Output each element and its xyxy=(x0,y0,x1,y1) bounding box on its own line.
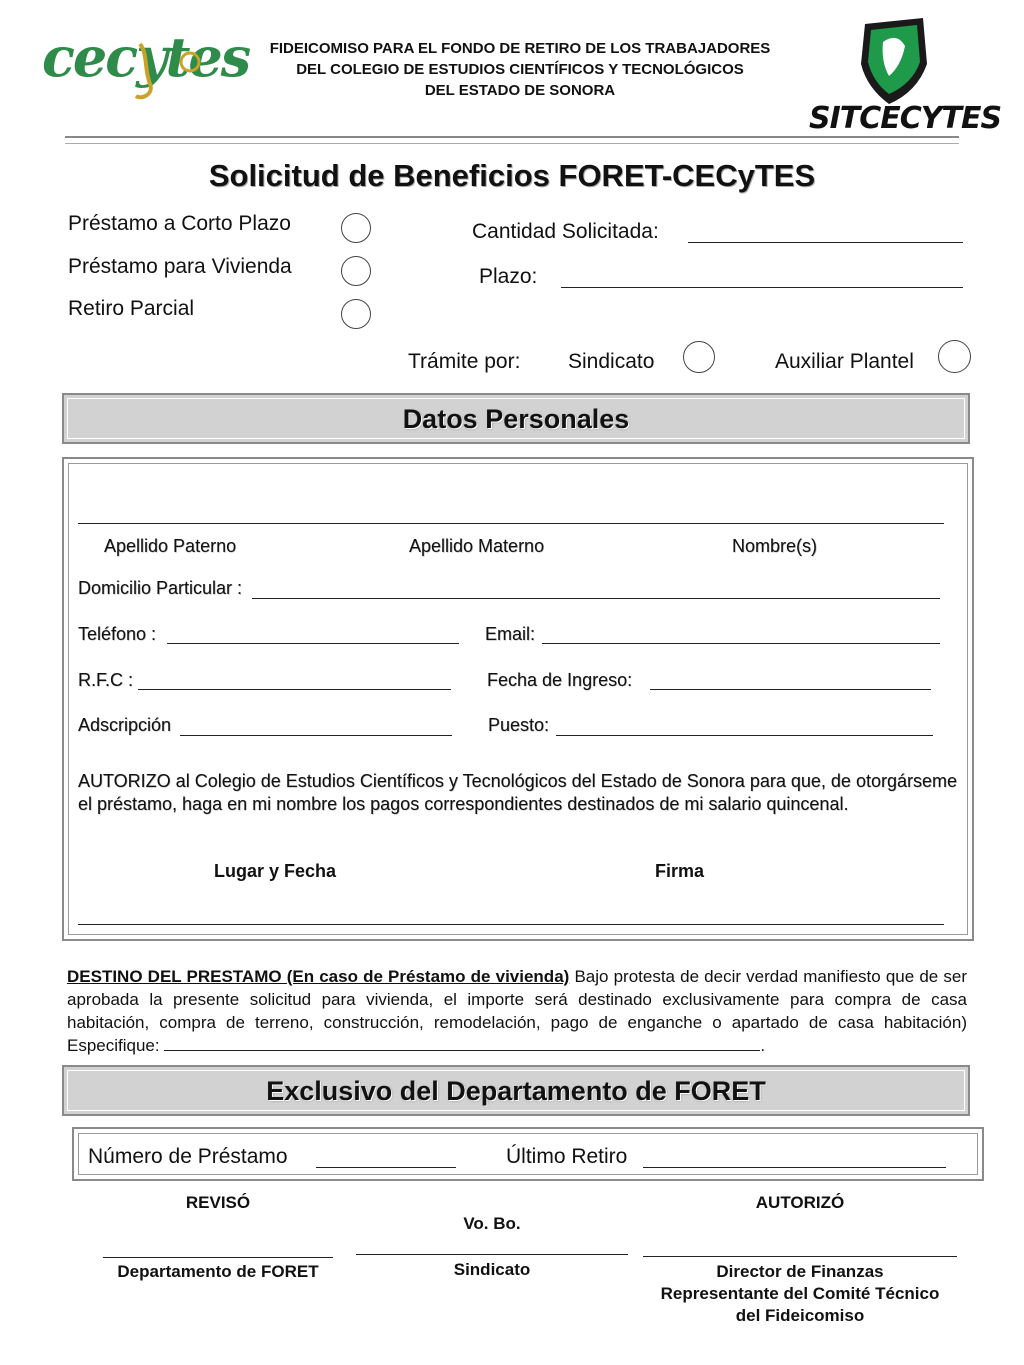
vobo-signature-line[interactable] xyxy=(356,1254,628,1255)
destination-text: Bajo protesta de decir verdad manifiesto que de ser aprobada la presente solicitud para vivienda, el importe será destinado exclusivamente para compra de casa habitación, compra de terreno, construcción, remodelación, pago de enganche o apartado de casa habitación) Especifique: xyxy=(67,967,967,1055)
procedure-auxiliary-label: Auxiliar Plantel xyxy=(775,350,914,373)
position-field[interactable] xyxy=(556,735,933,736)
last-withdrawal-field[interactable] xyxy=(643,1167,946,1168)
option-partial-label: Retiro Parcial xyxy=(68,297,195,320)
authorized-by-line-3: del Fideicomiso xyxy=(735,1306,865,1325)
email-field[interactable] xyxy=(542,643,940,644)
email-label: Email: xyxy=(485,624,536,644)
amount-field[interactable] xyxy=(688,242,963,243)
authorized-signature-line[interactable] xyxy=(643,1256,957,1257)
rfc-label: R.F.C : xyxy=(78,670,134,690)
header-line-1: FIDEICOMISO PARA EL FONDO DE RETIRO DE LOS TRABAJADORES xyxy=(269,40,771,57)
assignment-label: Adscripción xyxy=(78,715,172,735)
procedure-union-label: Sindicato xyxy=(568,350,655,373)
last-withdrawal-label: Último Retiro xyxy=(506,1145,628,1168)
reviewed-title: REVISÓ xyxy=(185,1193,251,1212)
rfc-field[interactable] xyxy=(138,689,451,690)
phone-field[interactable] xyxy=(167,643,459,644)
phone-label: Teléfono : xyxy=(78,624,157,644)
address-field[interactable] xyxy=(252,598,940,599)
procedure-label: Trámite por: xyxy=(408,350,521,373)
authorized-title: AUTORIZÓ xyxy=(755,1193,845,1212)
sitcecytes-logo-text: SITCECYTES xyxy=(809,101,1002,136)
procedure-auxiliary-radio[interactable] xyxy=(938,340,971,373)
signature-label: Firma xyxy=(655,861,705,881)
header-rule-bottom xyxy=(65,143,959,144)
position-label: Puesto: xyxy=(488,715,550,735)
procedure-union-radio[interactable] xyxy=(683,341,715,373)
foret-heading: Exclusivo del Departamento de FORET xyxy=(62,1065,970,1116)
term-field[interactable] xyxy=(561,287,963,288)
hire-date-label: Fecha de Ingreso: xyxy=(487,670,633,690)
authorization-text: AUTORIZO al Colegio de Estudios Científicos y Tecnológicos del Estado de Sonora para que, de otorgárseme el préstamo, haga en mi nombre los pagos correspondientes destinados de mi salario quincenal. xyxy=(78,771,957,814)
personal-data-heading: Datos Personales xyxy=(62,393,970,444)
full-name-field[interactable] xyxy=(78,523,944,524)
vobo-by: Sindicato xyxy=(453,1260,531,1279)
reviewed-signature-line[interactable] xyxy=(103,1257,333,1258)
loan-number-label: Número de Préstamo xyxy=(88,1145,288,1168)
hire-date-field[interactable] xyxy=(650,689,931,690)
header-line-2: DEL COLEGIO DE ESTUDIOS CIENTÍFICOS Y TECNOLÓGICOS xyxy=(296,61,744,78)
personal-data-box xyxy=(62,457,974,941)
option-short-term-radio[interactable] xyxy=(341,213,371,243)
authorized-by-line-1: Director de Finanzas xyxy=(716,1262,884,1281)
place-date-signature-line[interactable] xyxy=(78,924,944,925)
reviewed-by: Departamento de FORET xyxy=(117,1262,319,1281)
option-housing-label: Préstamo para Vivienda xyxy=(68,255,292,278)
maternal-surname-label: Apellido Materno xyxy=(409,536,545,556)
option-housing-radio[interactable] xyxy=(341,256,371,286)
cecytes-logo-text: cecytes xyxy=(42,25,250,89)
authorized-by-line-2: Representante del Comité Técnico xyxy=(660,1284,940,1303)
assignment-field[interactable] xyxy=(180,735,452,736)
paternal-surname-label: Apellido Paterno xyxy=(104,536,237,556)
vobo-title: Vo. Bo. xyxy=(463,1214,521,1233)
amount-label: Cantidad Solicitada: xyxy=(472,220,659,243)
loan-number-field[interactable] xyxy=(316,1167,456,1168)
destination-specify-field[interactable] xyxy=(164,1050,760,1051)
place-date-label: Lugar y Fecha xyxy=(214,861,337,881)
destination-heading: DESTINO DEL PRESTAMO (En caso de Préstamo de vivienda) xyxy=(67,967,570,986)
header-line-3: DEL ESTADO DE SONORA xyxy=(424,82,616,99)
option-short-term-label: Préstamo a Corto Plazo xyxy=(68,212,291,235)
destination-paragraph xyxy=(67,965,967,1057)
term-label: Plazo: xyxy=(479,265,538,288)
header-rule-top xyxy=(65,136,959,138)
given-names-label: Nombre(s) xyxy=(732,536,818,556)
destination-end-period: . xyxy=(760,1036,766,1055)
option-partial-radio[interactable] xyxy=(341,299,371,329)
address-label: Domicilio Particular : xyxy=(78,578,243,598)
sitcecytes-logo xyxy=(805,14,1002,136)
form-title: Solicitud de Beneficios FORET-CECyTES xyxy=(208,158,816,193)
